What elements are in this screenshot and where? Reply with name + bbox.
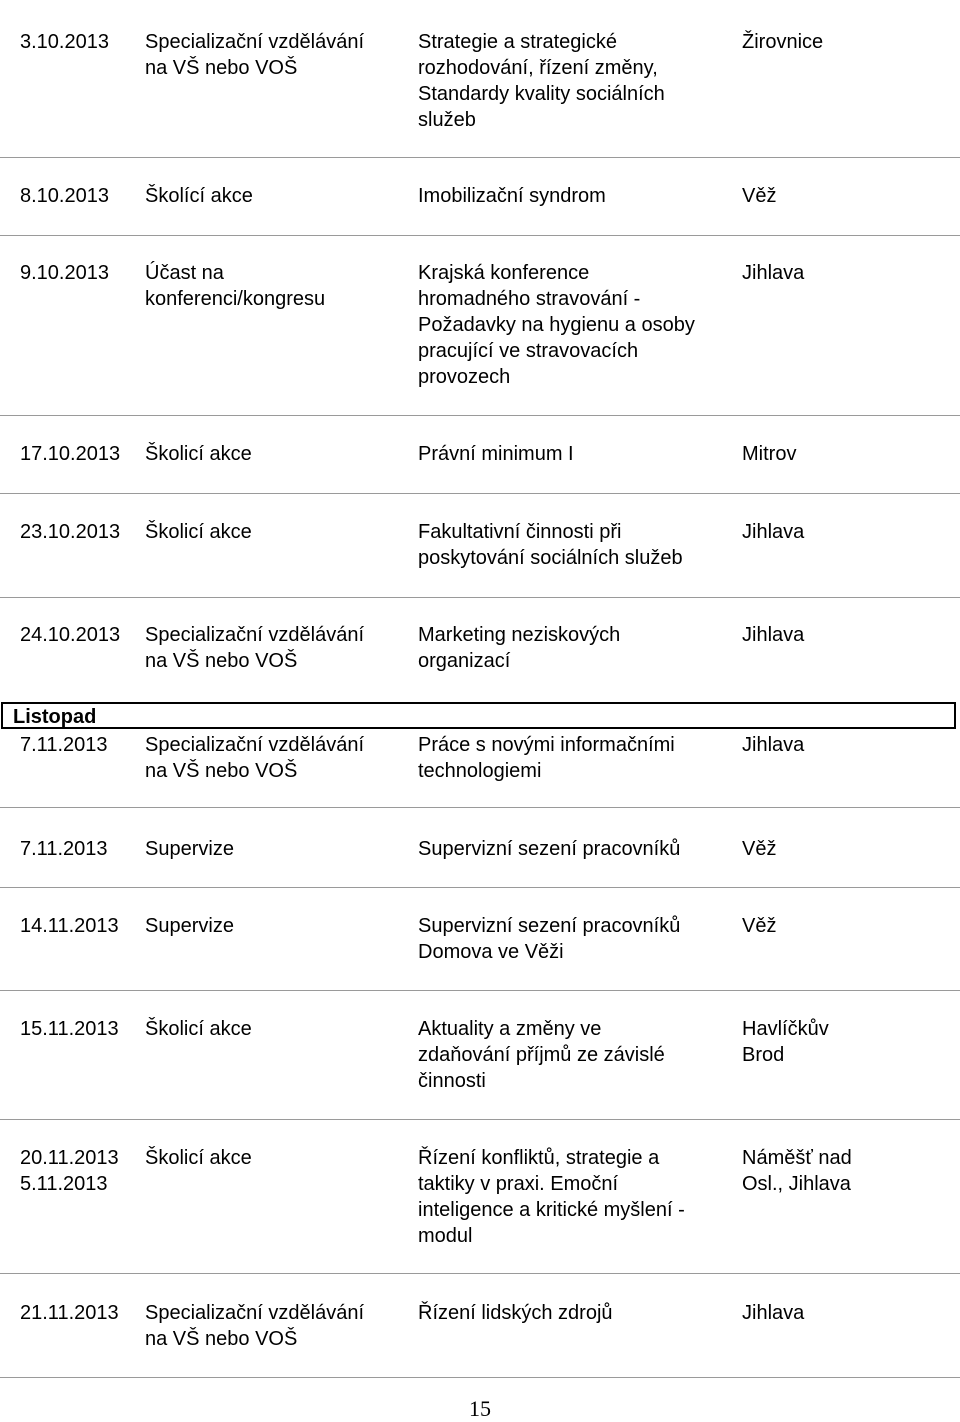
row-topic-line: Domova ve Věži <box>418 941 564 963</box>
row-place-line: Věž <box>742 838 777 860</box>
row-place-line: Jihlava <box>742 521 805 543</box>
row-place-line: Jihlava <box>742 1302 805 1324</box>
row-type-line: Školicí akce <box>145 443 252 465</box>
row-topic-line: činnosti <box>418 1070 486 1092</box>
row-place-line: Mitrov <box>742 443 797 465</box>
row-topic-line: Krajská konference <box>418 262 590 284</box>
row-place-line: Věž <box>742 185 777 207</box>
row-type-line: Supervize <box>145 915 234 937</box>
row-type-line: Školící akce <box>145 185 253 207</box>
row-date <box>20 519 140 545</box>
row-topic-line: Aktuality a změny ve <box>418 1018 602 1040</box>
row-date <box>20 260 140 286</box>
row-type-line: na VŠ nebo VOŠ <box>145 760 298 782</box>
row-place <box>742 622 952 648</box>
row-place-line: Jihlava <box>742 624 805 646</box>
row-type <box>145 836 407 862</box>
row-topic-line: provozech <box>418 366 511 388</box>
row-date-line: 7.11.2013 <box>20 734 108 756</box>
row-place <box>742 519 952 545</box>
row-topic-line: zdaňování příjmů ze závislé <box>418 1044 665 1066</box>
row-date-line: 7.11.2013 <box>20 838 108 860</box>
row-type <box>145 1016 407 1042</box>
row-place <box>742 913 952 939</box>
row-topic <box>418 260 736 390</box>
row-divider <box>0 887 960 888</box>
row-topic-line: taktiky v praxi. Emoční <box>418 1173 619 1195</box>
row-place-line: Jihlava <box>742 734 805 756</box>
row-date-line: 15.11.2013 <box>20 1018 119 1040</box>
row-place <box>742 1016 952 1068</box>
row-place-line: Věž <box>742 915 777 937</box>
row-date <box>20 1300 140 1326</box>
row-type-line: na VŠ nebo VOŠ <box>145 650 298 672</box>
row-type <box>145 1300 407 1352</box>
row-type-line: Školicí akce <box>145 521 252 543</box>
row-type <box>145 29 407 81</box>
row-place-line: Brod <box>742 1044 785 1066</box>
row-topic-line: poskytování sociálních služeb <box>418 547 683 569</box>
row-place <box>742 732 952 758</box>
row-date-line: 17.10.2013 <box>20 443 121 465</box>
row-date <box>20 1145 140 1197</box>
row-type-line: na VŠ nebo VOŠ <box>145 1328 298 1350</box>
row-topic-line: pracující ve stravovacích <box>418 340 639 362</box>
row-date-line: 20.11.2013 <box>20 1147 119 1169</box>
row-date-line: 23.10.2013 <box>20 521 121 543</box>
row-topic <box>418 622 736 674</box>
row-type-line: na VŠ nebo VOŠ <box>145 57 298 79</box>
row-place <box>742 260 952 286</box>
row-type-line: Specializační vzdělávání <box>145 1302 365 1324</box>
row-topic <box>418 183 736 209</box>
row-topic-line: Požadavky na hygienu a osoby <box>418 314 695 336</box>
row-divider <box>0 493 960 494</box>
row-type-line: Školicí akce <box>145 1018 252 1040</box>
row-topic <box>418 836 736 862</box>
row-divider <box>0 1119 960 1120</box>
row-date <box>20 441 140 467</box>
row-topic-line: modul <box>418 1225 473 1247</box>
row-topic <box>418 29 736 133</box>
row-date-line: 9.10.2013 <box>20 262 109 284</box>
row-topic-line: hromadného stravování - <box>418 288 641 310</box>
row-date <box>20 29 140 55</box>
row-topic-line: rozhodování, řízení změny, <box>418 57 658 79</box>
row-date <box>20 1016 140 1042</box>
row-place-line: Havlíčkův <box>742 1018 829 1040</box>
row-topic-line: technologiemi <box>418 760 542 782</box>
row-topic-line: služeb <box>418 109 476 131</box>
row-place-line: Žirovnice <box>742 31 824 53</box>
row-topic-line: Imobilizační syndrom <box>418 185 606 207</box>
row-topic <box>418 732 736 784</box>
row-topic-line: Řízení konfliktů, strategie a <box>418 1147 660 1169</box>
row-date <box>20 732 140 758</box>
row-divider <box>0 990 960 991</box>
row-place <box>742 441 952 467</box>
row-date <box>20 622 140 648</box>
page-number: 15 <box>469 1396 491 1421</box>
row-type-line: Specializační vzdělávání <box>145 624 365 646</box>
row-date-line: 3.10.2013 <box>20 31 109 53</box>
row-type <box>145 1145 407 1171</box>
row-place <box>742 1145 952 1197</box>
row-topic-line: Supervizní sezení pracovníků <box>418 838 681 860</box>
row-topic <box>418 1016 736 1094</box>
row-date <box>20 913 140 939</box>
row-date-line: 21.11.2013 <box>20 1302 119 1324</box>
row-divider <box>0 235 960 236</box>
row-place-line: Jihlava <box>742 262 805 284</box>
row-topic-line: inteligence a kritické myšlení - <box>418 1199 685 1221</box>
row-date <box>20 183 140 209</box>
row-divider <box>0 807 960 808</box>
row-type <box>145 913 407 939</box>
row-divider <box>0 1377 960 1378</box>
row-place <box>742 29 952 55</box>
row-topic-line: Řízení lidských zdrojů <box>418 1302 613 1324</box>
row-date <box>20 836 140 862</box>
row-topic-line: Marketing neziskových <box>418 624 621 646</box>
row-topic <box>418 519 736 571</box>
row-type <box>145 441 407 467</box>
row-place-line: Osl., Jihlava <box>742 1173 851 1195</box>
row-place <box>742 183 952 209</box>
row-topic <box>418 1145 736 1249</box>
row-date-line: 8.10.2013 <box>20 185 109 207</box>
row-type-line: Účast na <box>145 262 224 284</box>
row-type <box>145 732 407 784</box>
row-place <box>742 1300 952 1326</box>
row-date-line: 5.11.2013 <box>20 1173 108 1195</box>
row-type-line: Specializační vzdělávání <box>145 734 365 756</box>
row-type-line: Supervize <box>145 838 234 860</box>
row-date-line: 14.11.2013 <box>20 915 119 937</box>
row-topic <box>418 441 736 467</box>
row-topic-line: Standardy kvality sociálních <box>418 83 665 105</box>
row-type-line: Školicí akce <box>145 1147 252 1169</box>
row-divider <box>0 415 960 416</box>
row-type <box>145 519 407 545</box>
row-type-line: Specializační vzdělávání <box>145 31 365 53</box>
row-topic-line: Supervizní sezení pracovníků <box>418 915 681 937</box>
row-divider <box>0 1273 960 1274</box>
row-topic <box>418 913 736 965</box>
row-topic-line: organizací <box>418 650 511 672</box>
month-header: Listopad <box>13 706 97 728</box>
row-type <box>145 622 407 674</box>
row-divider <box>0 157 960 158</box>
row-topic <box>418 1300 736 1326</box>
row-date-line: 24.10.2013 <box>20 624 121 646</box>
row-type <box>145 183 407 209</box>
row-topic-line: Fakultativní činnosti při <box>418 521 622 543</box>
row-type-line: konferenci/kongresu <box>145 288 326 310</box>
row-type <box>145 260 407 312</box>
row-topic-line: Práce s novými informačními <box>418 734 675 756</box>
row-topic-line: Strategie a strategické <box>418 31 617 53</box>
row-place-line: Náměšť nad <box>742 1147 852 1169</box>
month-header-box <box>1 702 956 729</box>
row-divider <box>0 597 960 598</box>
row-topic-line: Právní minimum I <box>418 443 574 465</box>
row-place <box>742 836 952 862</box>
